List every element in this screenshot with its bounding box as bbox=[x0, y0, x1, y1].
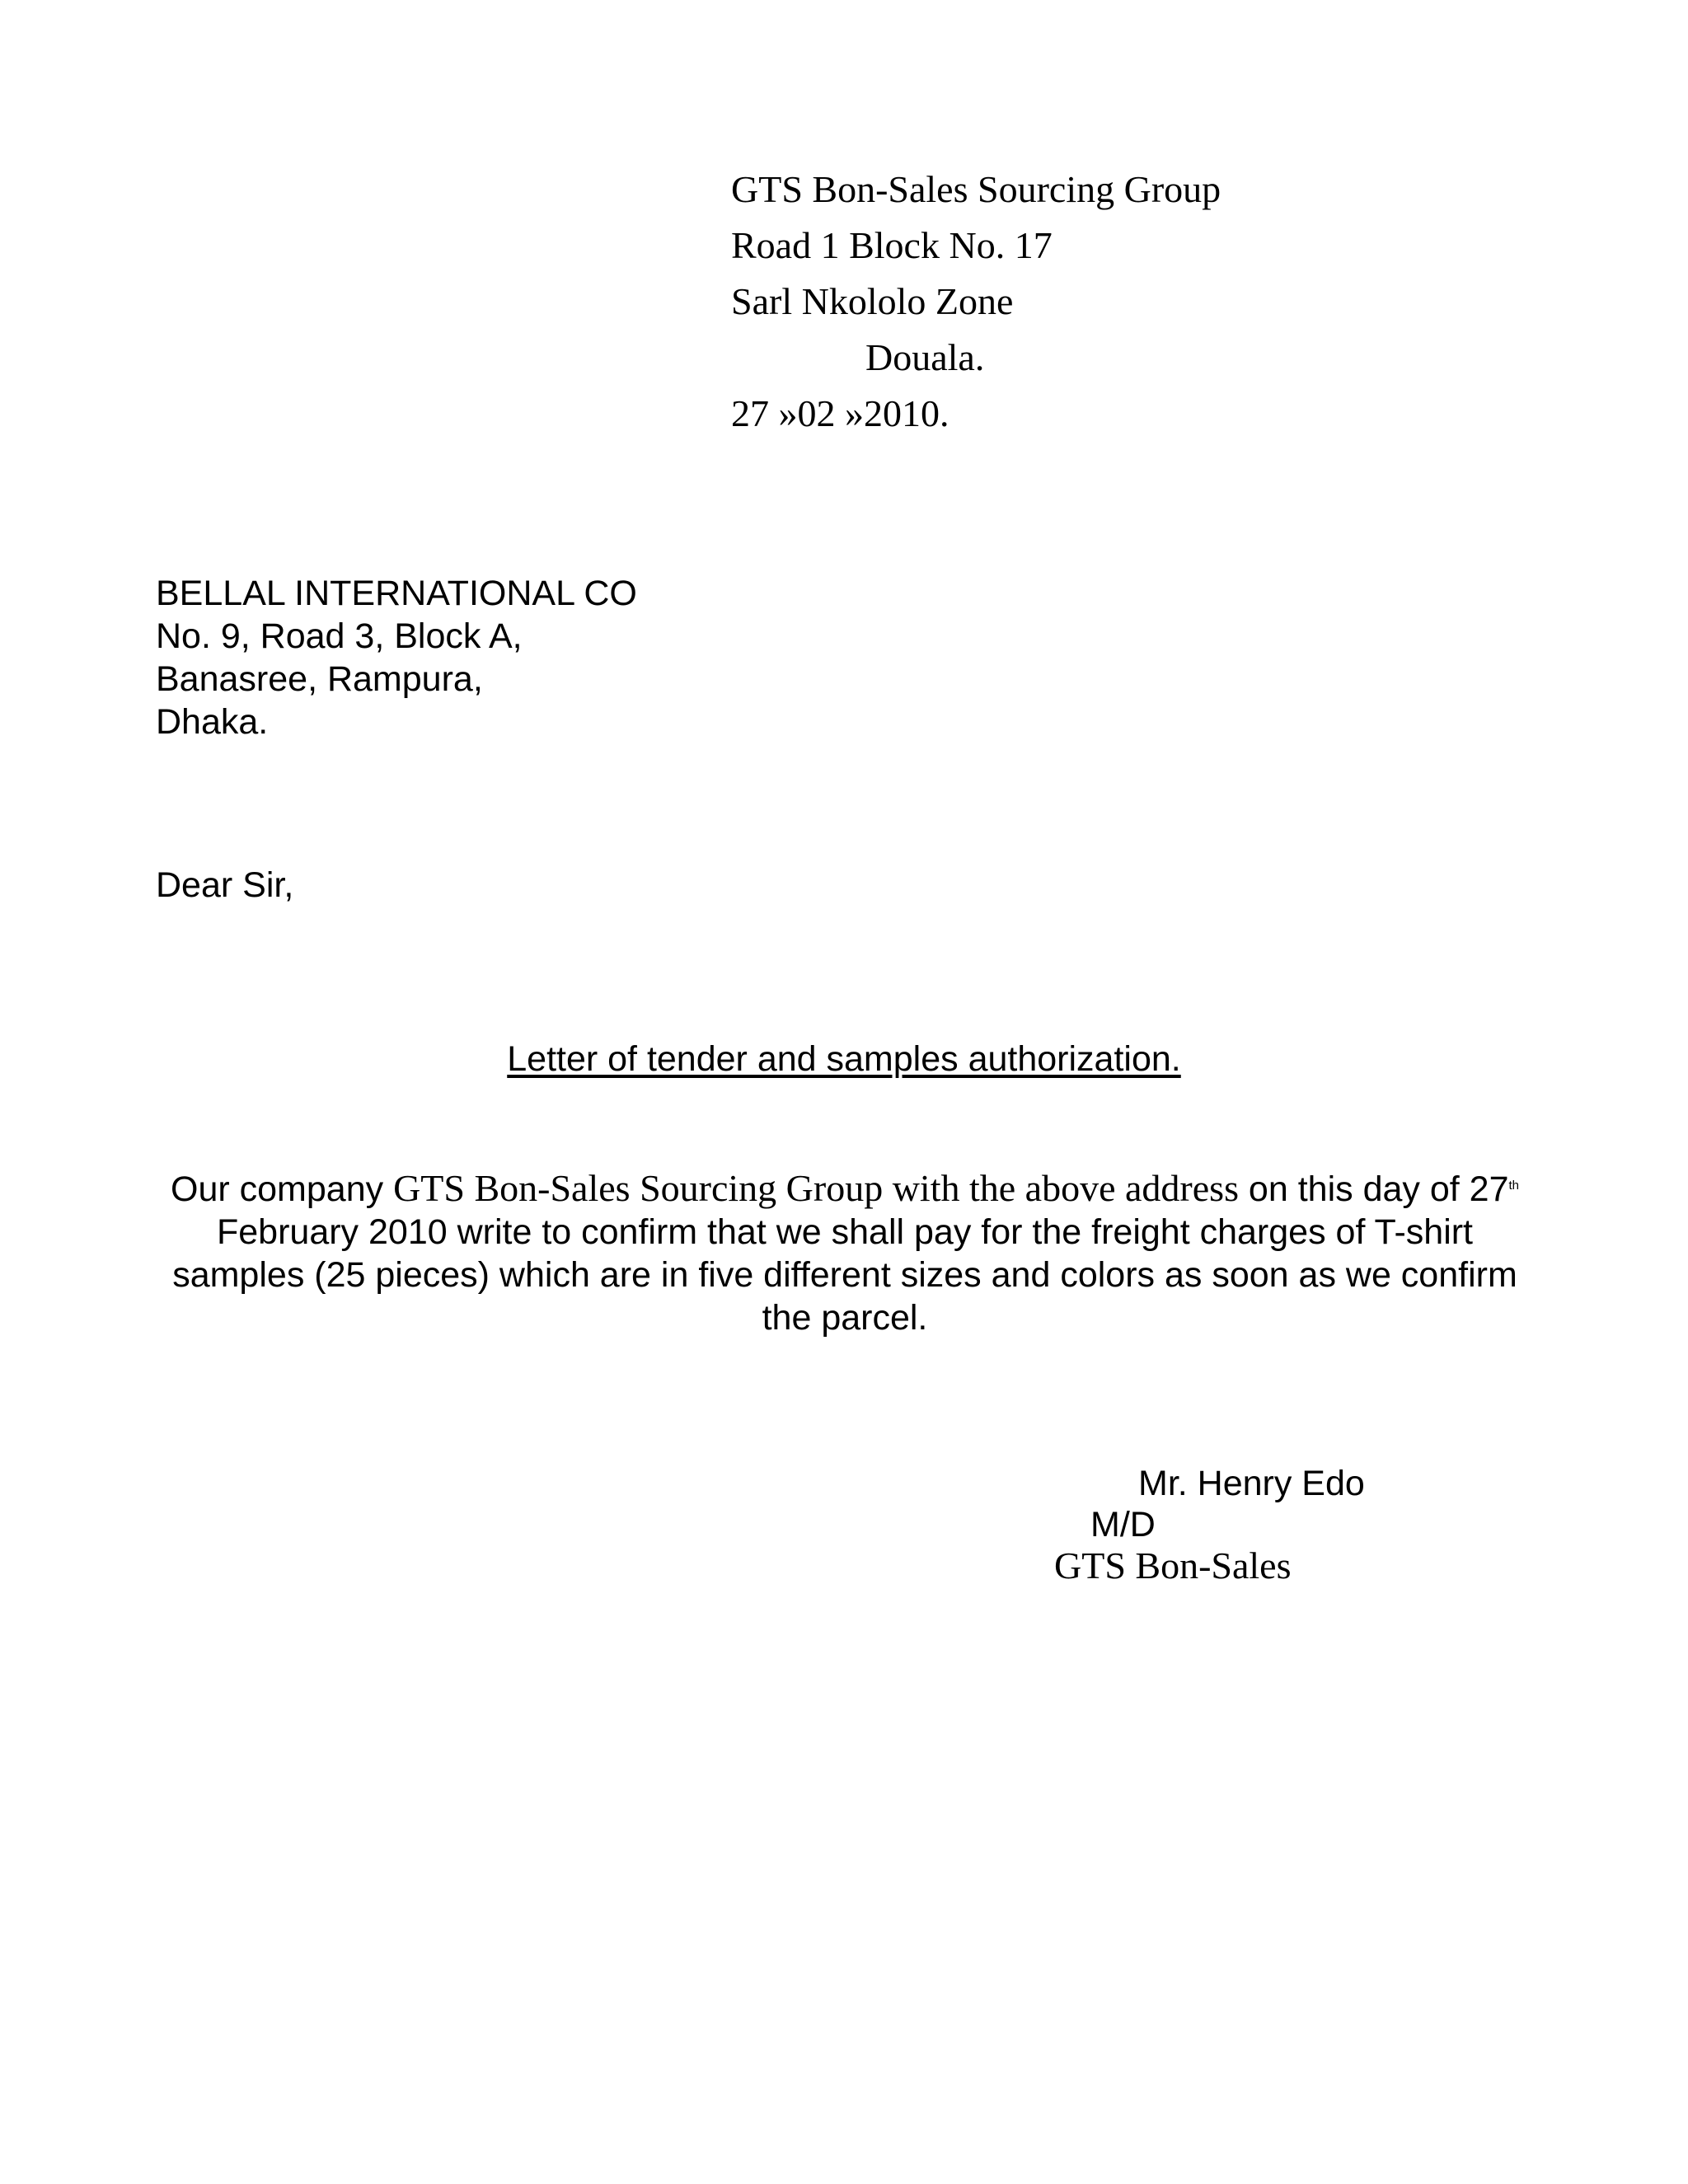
recipient-address-line-2: Banasree, Rampura, bbox=[156, 659, 483, 699]
subject-line: Letter of tender and samples authorization. bbox=[507, 1039, 1181, 1079]
recipient-company: BELLAL INTERNATIONAL CO bbox=[156, 574, 637, 613]
signatory-company: GTS Bon-Sales bbox=[1054, 1544, 1292, 1586]
signatory-name: Mr. Henry Edo bbox=[1138, 1464, 1365, 1503]
recipient-city: Dhaka. bbox=[156, 702, 269, 742]
body-text-part-1: Our company bbox=[171, 1169, 394, 1209]
sender-address-line-1: Road 1 Block No. 17 bbox=[731, 224, 1053, 266]
sender-address-line-2: Sarl Nkololo Zone bbox=[731, 280, 1014, 322]
body-text-part-4: February 2010 write to confirm that we shall pay for the freight charges of T-shirt samples (25 pieces) which are in five different sizes and colors as soon as we confirm the parcel. bbox=[172, 1212, 1517, 1338]
sender-city: Douala. bbox=[865, 336, 985, 378]
sender-company: GTS Bon-Sales Sourcing Group bbox=[731, 168, 1221, 210]
body-text-part-3: on this day of 27 bbox=[1238, 1169, 1509, 1209]
body-company-name: GTS Bon-Sales Sourcing Group bbox=[393, 1167, 884, 1209]
body-paragraph bbox=[148, 1165, 1541, 1339]
recipient-address-line-1: No. 9, Road 3, Block A, bbox=[156, 616, 523, 656]
signatory-title: M/D bbox=[1090, 1505, 1156, 1544]
body-text-part-2: with the above address bbox=[883, 1167, 1239, 1209]
letter-date: 27 »02 »2010. bbox=[731, 392, 950, 434]
salutation: Dear Sir, bbox=[156, 865, 294, 905]
ordinal-suffix: th bbox=[1508, 1179, 1519, 1193]
